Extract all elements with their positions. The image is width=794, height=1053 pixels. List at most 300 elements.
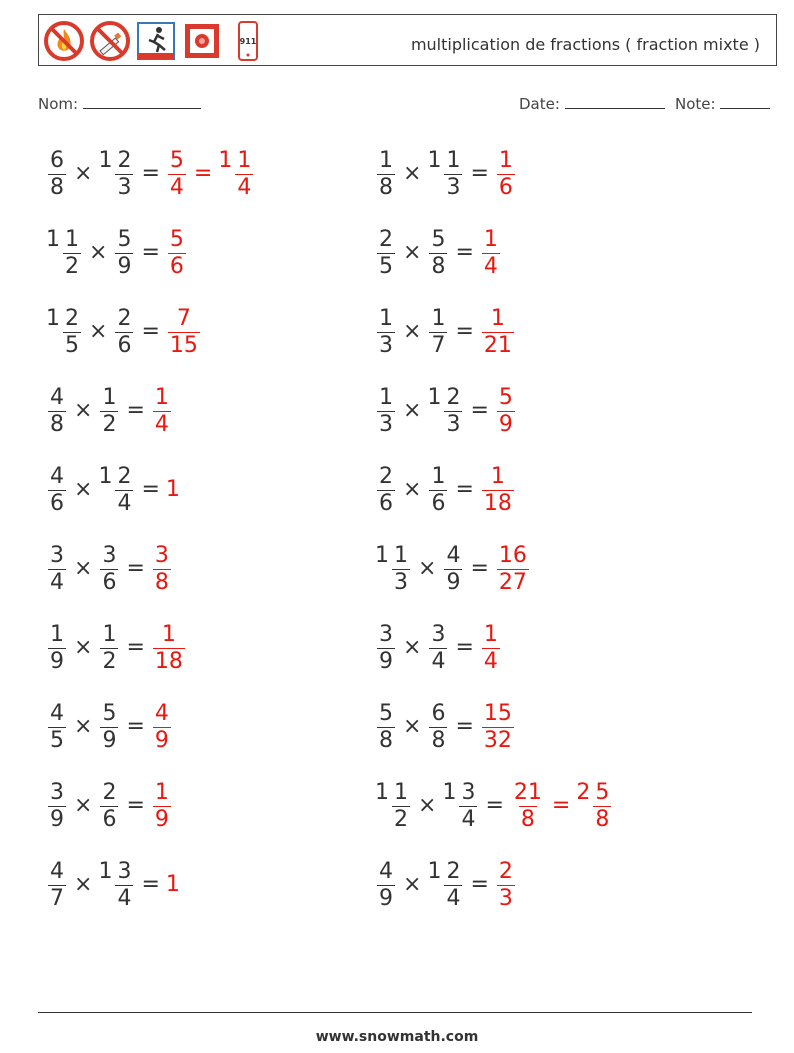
answer	[495, 385, 517, 436]
no-fire-icon	[43, 20, 85, 62]
numerator: 4	[50, 384, 64, 410]
problem-5	[46, 459, 181, 519]
fraction	[377, 226, 395, 279]
denominator: 9	[50, 648, 64, 674]
mixed-number	[98, 148, 135, 199]
problem-15	[375, 459, 516, 519]
numerator: 5	[117, 226, 132, 252]
fraction	[392, 542, 410, 595]
mixed-number	[46, 385, 68, 436]
name-field[interactable]	[38, 94, 201, 113]
numerator: 3	[102, 542, 117, 568]
fraction	[482, 700, 514, 753]
denominator: 8	[50, 174, 64, 200]
times-sign: ×	[403, 160, 422, 186]
denominator: 2	[102, 411, 117, 437]
denominator: 9	[498, 411, 513, 437]
denominator: 32	[483, 727, 512, 753]
mixed-number	[166, 306, 202, 357]
whole-part: 1	[218, 147, 233, 173]
denominator: 8	[595, 806, 610, 832]
fraction	[100, 621, 118, 674]
times-sign: ×	[403, 476, 422, 502]
denominator: 8	[379, 727, 393, 753]
svg-text:911: 911	[239, 37, 257, 46]
equals-sign: =	[126, 792, 145, 818]
fraction	[235, 147, 253, 200]
numerator: 1	[490, 463, 505, 489]
mixed-number	[495, 385, 517, 436]
numerator: 16	[498, 542, 527, 568]
answer	[480, 227, 502, 278]
mixed-number	[495, 148, 517, 199]
worksheet-title: multiplication de fractions ( fraction mixte )	[410, 35, 760, 54]
numerator: 4	[379, 858, 393, 884]
fraction	[482, 621, 500, 674]
mixed-number	[427, 464, 449, 515]
problem-16	[375, 538, 531, 598]
mixed-number	[151, 543, 173, 594]
denominator: 7	[431, 332, 446, 358]
denominator: 4	[483, 648, 498, 674]
numerator: 2	[65, 305, 79, 331]
times-sign: ×	[403, 318, 422, 344]
numerator: 1	[102, 384, 117, 410]
mixed-number	[46, 148, 68, 199]
fraction	[153, 384, 171, 437]
mixed-number	[480, 306, 516, 357]
mixed-number	[510, 780, 546, 831]
denominator: 4	[461, 806, 476, 832]
problem-7	[46, 617, 187, 677]
fraction	[100, 700, 118, 753]
fraction	[497, 384, 515, 437]
whole-part: 1	[98, 463, 113, 489]
whole-number	[166, 477, 181, 502]
denominator: 6	[431, 490, 446, 516]
equals-sign: =	[455, 239, 474, 265]
denominator: 2	[65, 253, 79, 279]
equals-sign: =	[193, 160, 213, 186]
fraction	[429, 621, 447, 674]
numerator: 1	[431, 305, 446, 331]
numerator: 1	[498, 147, 513, 173]
whole-part: 1	[98, 858, 113, 884]
problem-11	[375, 143, 517, 203]
mixed-number	[375, 780, 412, 831]
numerator: 3	[461, 779, 476, 805]
denominator: 3	[379, 411, 393, 437]
fraction	[115, 858, 133, 911]
whole-part: 1	[165, 871, 180, 897]
whole-part: 1	[427, 384, 442, 410]
whole-part: 1	[442, 779, 457, 805]
phone-911-icon	[227, 20, 269, 62]
numerator: 5	[431, 226, 446, 252]
mixed-number	[151, 701, 173, 752]
fraction	[444, 147, 462, 200]
mixed-number	[218, 148, 255, 199]
mixed-number	[98, 622, 120, 673]
denominator: 4	[117, 885, 132, 911]
answer	[166, 872, 181, 897]
fraction	[168, 305, 200, 358]
times-sign: ×	[403, 239, 422, 265]
emergency-exit-icon	[135, 20, 177, 62]
fraction	[482, 226, 500, 279]
numerator: 5	[595, 779, 610, 805]
fraction	[168, 147, 186, 200]
answer	[151, 701, 173, 752]
mixed-number	[427, 148, 464, 199]
denominator: 6	[498, 174, 513, 200]
answer	[480, 464, 516, 515]
answer	[480, 306, 516, 357]
numerator: 1	[483, 226, 498, 252]
fraction	[377, 305, 395, 358]
fraction	[48, 463, 66, 516]
score-label: Note:	[675, 95, 716, 113]
problem-20	[375, 854, 517, 914]
fraction	[48, 147, 66, 200]
numerator: 1	[446, 147, 461, 173]
answer	[480, 701, 516, 752]
mixed-number	[151, 622, 187, 673]
denominator: 8	[431, 727, 446, 753]
mixed-number	[375, 622, 397, 673]
fraction	[115, 305, 133, 358]
mixed-number	[98, 859, 135, 910]
mixed-number	[427, 859, 464, 910]
fraction	[459, 779, 477, 832]
equals-sign: =	[470, 397, 489, 423]
denominator: 18	[483, 490, 512, 516]
numerator: 2	[379, 226, 393, 252]
numerator: 1	[154, 779, 169, 805]
whole-part: 1	[165, 476, 180, 502]
whole-part: 1	[427, 147, 442, 173]
fraction	[100, 779, 118, 832]
times-sign: ×	[403, 397, 422, 423]
mixed-number	[46, 780, 68, 831]
times-sign: ×	[74, 160, 93, 186]
denominator: 9	[117, 253, 132, 279]
answer	[480, 622, 502, 673]
equals-sign: =	[470, 555, 489, 581]
mixed-number	[46, 306, 83, 357]
numerator: 2	[446, 858, 461, 884]
footer-url: www.snowmath.com	[315, 1029, 479, 1045]
numerator: 4	[50, 700, 64, 726]
answer	[495, 859, 517, 910]
problem-10	[46, 854, 181, 914]
times-sign: ×	[403, 871, 422, 897]
denominator: 3	[117, 174, 132, 200]
problem-12	[375, 222, 502, 282]
denominator: 5	[379, 253, 393, 279]
answer	[151, 622, 187, 673]
mixed-number	[46, 543, 68, 594]
numerator: 1	[379, 147, 393, 173]
answer	[166, 227, 188, 278]
numerator: 1	[394, 779, 408, 805]
denominator: 5	[65, 332, 79, 358]
mixed-number	[151, 385, 173, 436]
mixed-number	[427, 622, 449, 673]
numerator: 1	[65, 226, 79, 252]
numerator: 3	[379, 621, 393, 647]
mixed-number	[98, 701, 120, 752]
fraction	[115, 147, 133, 200]
mixed-number	[375, 227, 397, 278]
numerator: 2	[498, 858, 513, 884]
fraction	[444, 542, 462, 595]
numerator: 6	[431, 700, 446, 726]
denominator: 5	[50, 727, 64, 753]
mixed-number	[480, 464, 516, 515]
fraction	[497, 542, 529, 595]
denominator: 21	[483, 332, 512, 358]
denominator: 8	[50, 411, 64, 437]
denominator: 9	[102, 727, 117, 753]
problem-9	[46, 775, 173, 835]
mixed-number	[46, 859, 68, 910]
answer	[495, 543, 531, 594]
mixed-number	[480, 701, 516, 752]
whole-part: 1	[46, 226, 60, 252]
denominator: 27	[498, 569, 527, 595]
denominator: 4	[169, 174, 184, 200]
mixed-number	[427, 385, 464, 436]
no-smoking-icon	[89, 20, 131, 62]
fraction	[429, 463, 447, 516]
mixed-number	[46, 701, 68, 752]
numerator: 4	[154, 700, 169, 726]
equals-sign: =	[126, 555, 145, 581]
times-sign: ×	[74, 397, 93, 423]
mixed-number	[427, 306, 449, 357]
numerator: 2	[117, 305, 132, 331]
fraction	[153, 542, 171, 595]
equals-sign: =	[455, 634, 474, 660]
numerator: 1	[379, 305, 393, 331]
mixed-number	[46, 227, 83, 278]
whole-part: 1	[375, 542, 389, 568]
safety-icons	[43, 20, 269, 62]
denominator: 9	[50, 806, 64, 832]
fraction	[377, 858, 395, 911]
fraction	[593, 779, 611, 832]
numerator: 5	[169, 147, 184, 173]
fraction	[48, 621, 66, 674]
times-sign: ×	[74, 634, 93, 660]
score-line	[720, 94, 770, 109]
mixed-number	[480, 227, 502, 278]
times-sign: ×	[403, 713, 422, 739]
date-line	[565, 94, 665, 109]
equals-sign: =	[141, 871, 160, 897]
numerator: 1	[154, 384, 169, 410]
denominator: 6	[50, 490, 64, 516]
denominator: 9	[446, 569, 461, 595]
times-sign: ×	[418, 555, 437, 581]
worksheet-header	[38, 14, 777, 66]
fraction	[153, 700, 171, 753]
problem-3	[46, 301, 202, 361]
date-field[interactable]	[519, 94, 665, 113]
fraction	[482, 463, 514, 516]
mixed-number	[98, 385, 120, 436]
fraction	[115, 463, 133, 516]
fraction	[100, 384, 118, 437]
denominator: 8	[520, 806, 535, 832]
equals-sign: =	[126, 634, 145, 660]
mixed-number	[480, 622, 502, 673]
fraction	[115, 226, 133, 279]
times-sign: ×	[74, 476, 93, 502]
denominator: 3	[446, 411, 461, 437]
numerator: 2	[117, 147, 132, 173]
problem-8	[46, 696, 173, 756]
fraction	[377, 621, 395, 674]
date-label: Date:	[519, 95, 560, 113]
mixed-number	[442, 780, 479, 831]
numerator: 1	[490, 305, 505, 331]
mixed-number	[375, 464, 397, 515]
numerator: 6	[50, 147, 64, 173]
name-label: Nom:	[38, 95, 79, 113]
denominator: 4	[431, 648, 446, 674]
denominator: 4	[483, 253, 498, 279]
whole-part: 1	[427, 858, 442, 884]
mixed-number	[375, 701, 397, 752]
denominator: 9	[379, 648, 393, 674]
fraction	[48, 384, 66, 437]
denominator: 7	[50, 885, 64, 911]
mixed-number	[375, 859, 397, 910]
fraction	[377, 463, 395, 516]
denominator: 4	[50, 569, 64, 595]
equals-sign: =	[455, 318, 474, 344]
problem-18	[375, 696, 516, 756]
fraction	[392, 779, 410, 832]
whole-number	[166, 872, 181, 897]
numerator: 2	[446, 384, 461, 410]
score-field[interactable]	[675, 94, 770, 113]
fraction	[48, 779, 66, 832]
numerator: 3	[154, 542, 169, 568]
denominator: 18	[154, 648, 183, 674]
denominator: 8	[379, 174, 393, 200]
numerator: 2	[117, 463, 132, 489]
mixed-number	[495, 859, 517, 910]
denominator: 4	[446, 885, 461, 911]
mixed-number	[113, 227, 135, 278]
fraction	[377, 147, 395, 200]
times-sign: ×	[418, 792, 437, 818]
mixed-number	[151, 780, 173, 831]
numerator: 1	[394, 542, 408, 568]
problem-6	[46, 538, 173, 598]
mixed-number	[113, 306, 135, 357]
problem-4	[46, 380, 173, 440]
numerator: 4	[50, 858, 64, 884]
problem-1	[46, 143, 255, 203]
fraction	[63, 226, 81, 279]
whole-part: 1	[375, 779, 389, 805]
numerator: 3	[50, 542, 64, 568]
mixed-number	[375, 385, 397, 436]
fraction	[100, 542, 118, 595]
denominator: 8	[154, 569, 169, 595]
denominator: 3	[394, 569, 408, 595]
denominator: 3	[379, 332, 393, 358]
denominator: 4	[154, 411, 169, 437]
denominator: 9	[379, 885, 393, 911]
answer	[151, 543, 173, 594]
times-sign: ×	[74, 555, 93, 581]
numerator: 1	[431, 463, 446, 489]
numerator: 1	[50, 621, 64, 647]
fraction	[497, 858, 515, 911]
numerator: 1	[102, 621, 117, 647]
fraction	[512, 779, 544, 832]
equals-sign: =	[470, 871, 489, 897]
times-sign: ×	[403, 634, 422, 660]
whole-part: 1	[98, 147, 113, 173]
numerator: 21	[513, 779, 542, 805]
name-line	[83, 94, 201, 109]
denominator: 2	[394, 806, 408, 832]
mixed-number	[576, 780, 613, 831]
numerator: 4	[446, 542, 461, 568]
numerator: 1	[237, 147, 252, 173]
problem-17	[375, 617, 502, 677]
numerator: 1	[161, 621, 176, 647]
fraction	[377, 384, 395, 437]
numerator: 3	[117, 858, 132, 884]
equals-sign: =	[485, 792, 504, 818]
fraction	[168, 226, 186, 279]
fraction	[497, 147, 515, 200]
whole-part: 1	[46, 305, 60, 331]
numerator: 1	[379, 384, 393, 410]
fraction	[482, 305, 514, 358]
equals-sign: =	[470, 160, 489, 186]
fraction	[48, 542, 66, 595]
problem-14	[375, 380, 517, 440]
answer	[495, 148, 517, 199]
numerator: 5	[498, 384, 513, 410]
equals-sign: =	[141, 239, 160, 265]
equals-sign: =	[141, 476, 160, 502]
denominator: 3	[446, 174, 461, 200]
denominator: 15	[169, 332, 198, 358]
denominator: 8	[431, 253, 446, 279]
denominator: 4	[237, 174, 252, 200]
mixed-number	[375, 148, 397, 199]
denominator: 6	[117, 332, 132, 358]
numerator: 1	[483, 621, 498, 647]
denominator: 9	[154, 806, 169, 832]
answer	[166, 306, 202, 357]
footer-divider	[38, 1012, 752, 1013]
fraction	[153, 779, 171, 832]
denominator: 2	[102, 648, 117, 674]
denominator: 6	[379, 490, 393, 516]
equals-sign: =	[126, 397, 145, 423]
denominator: 6	[102, 806, 117, 832]
